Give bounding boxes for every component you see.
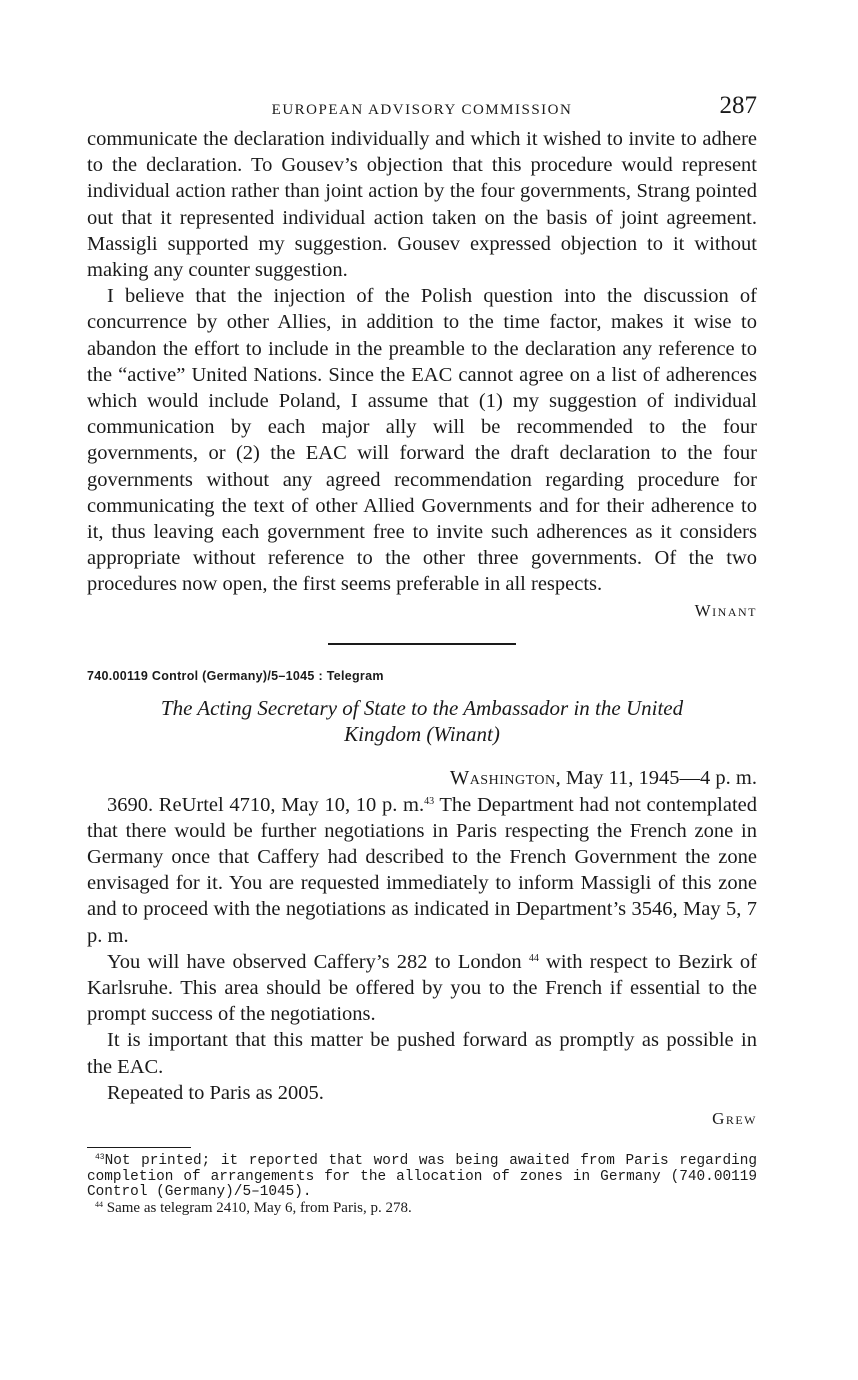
document-title-line-2: Kingdom (Winant) (344, 721, 500, 746)
document-title-line-1: The Acting Secretary of State to the Ambassador in the United (160, 695, 684, 720)
footnote-ref-44: 44 (528, 952, 539, 964)
telegram-paragraph-rest: with respect to Bezirk of Karlsruhe. This area should be offered by you to the French if essential to the prompt success of the negotiations. (87, 950, 757, 1026)
file-reference: 740.00119 Control (Germany)/5–1045 : Telegram (87, 668, 384, 683)
body-paragraph: I believe that the injection of the Polish question into the discussion of concurrence by other Allies, in addition to the time factor, makes it wise to abandon the effort to include in the preamble to the declaration any reference to the “active” United Nations. Since the EAC cannot agree on a list of adherences which would include Poland, I assume that (1) my suggestion of individual communication by each major ally will be recommended to the four governments, or (2) the EAC will forward the draft declaration to the four governments without any agreed recommendation regarding procedure for communicating the text of other Allied Governments and for their adherence to it, thus leaving each government free to invite such adherences as it considers appropriate without reference to the other three governments. Of the two procedures now open, the first seems preferable in all respects. (87, 285, 757, 596)
footnote-44 (87, 1201, 757, 1217)
document-page (87, 92, 757, 1216)
telegram-paragraph-start: 3690. ReUrtel 4710, May 10, 10 p. m. (107, 793, 425, 816)
footnote-ref-43: 43 (424, 795, 435, 807)
document-title (87, 695, 757, 747)
footnote-text: Not printed; it reported that word was being awaited from Paris regarding completion of arrangements for the allocation of zones in Germany (740.00119 Control (Germany)/5–1045). (87, 1153, 757, 1201)
section-divider (328, 643, 516, 645)
telegram-paragraph-rest: The Department had not contemplated that there would be further negotiations in Paris respecting the French zone in Germany once that Caffery had described to the French Government the zone envisaged for it. You are requested immediately to inform Massigli of this zone and to proceed with the negotiations as indicated in Department’s 3546, May 5, 7 p. m. (87, 793, 757, 947)
dateline-place: Washington (449, 766, 556, 789)
dateline (87, 764, 757, 792)
footnotes (87, 1154, 757, 1216)
running-title: EUROPEAN ADVISORY COMMISSION (271, 102, 573, 118)
telegram-paragraph: Repeated to Paris as 2005. (107, 1081, 324, 1104)
footnote-marker: 43 (95, 1153, 105, 1163)
telegram-paragraph (87, 792, 757, 949)
footnote-text: Same as telegram 2410, May 6, from Paris, p. 278. (106, 1199, 412, 1216)
telegram-paragraph (87, 949, 757, 1028)
telegram-paragraph-start: You will have observed Caffery’s 282 to London (107, 950, 529, 973)
running-head (87, 92, 757, 126)
telegram-paragraph: It is important that this matter be pushed forward as promptly as possible in the EAC. (87, 1029, 757, 1078)
dateline-date: , May 11, 1945—4 p. m. (555, 766, 757, 789)
signature-winant: Winant (694, 600, 757, 620)
footnote-marker: 44 (95, 1199, 103, 1209)
signature-grew: Grew (712, 1109, 757, 1129)
page-number: 287 (719, 92, 757, 119)
footnote-divider (87, 1147, 191, 1148)
footnote-43 (87, 1154, 757, 1201)
body-paragraph-continued: communicate the declaration individually and which it wished to invite to adhere to the declaration. To Gousev’s objection that this procedure would represent individual action rather than joint action by the four governments, Strang pointed out that it represented individual action taken on the basis of joint agreement. Massigli supported my suggestion. Gousev expressed objection to it without making any counter suggestion. (87, 128, 757, 282)
